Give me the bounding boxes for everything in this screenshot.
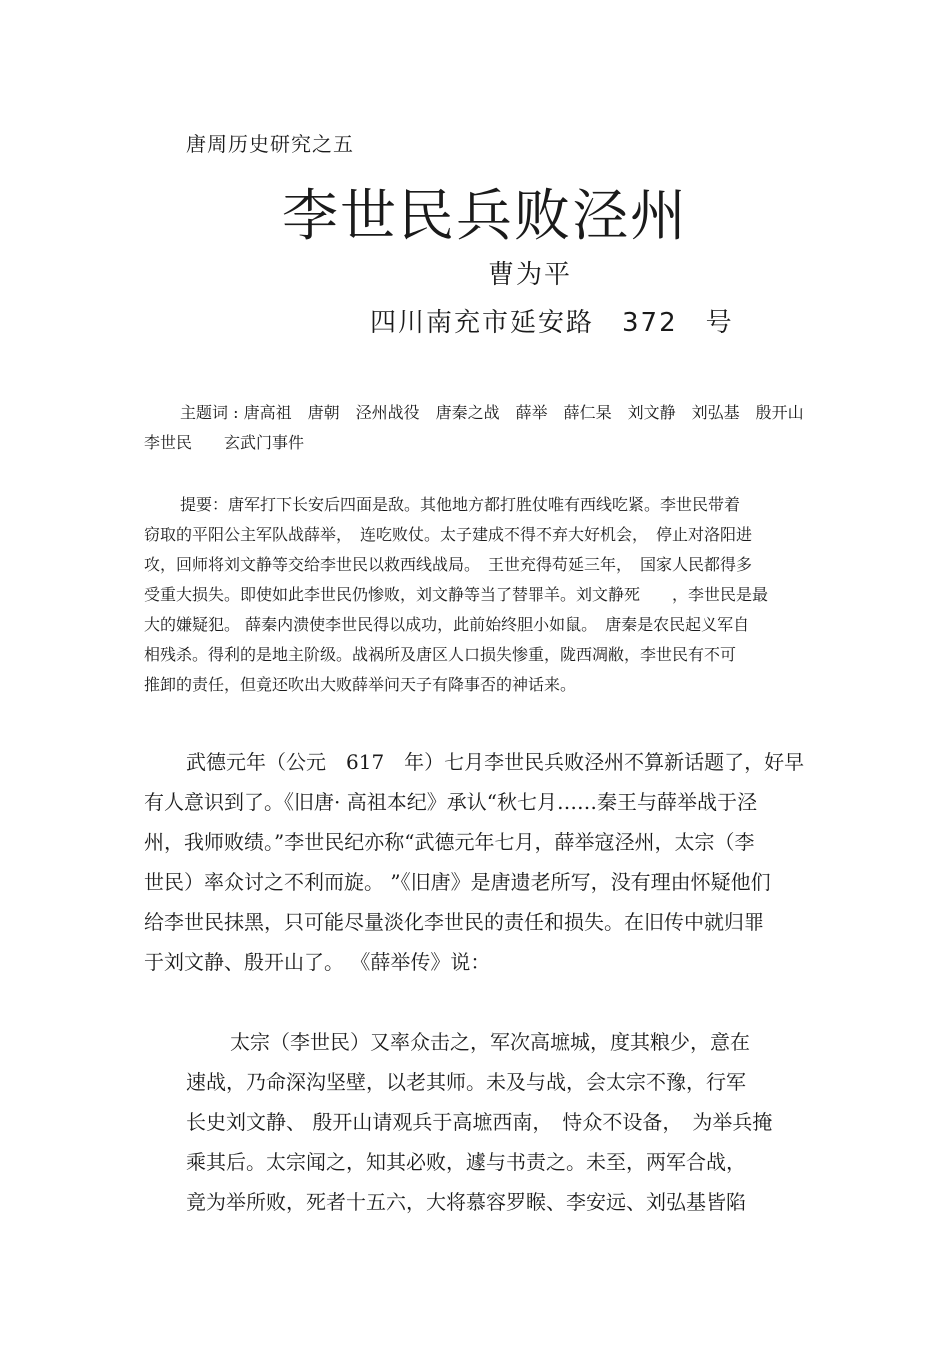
body-paragraph bbox=[144, 742, 834, 982]
abstract-line: 受重大损失。即使如此李世民仍惨败，刘文静等当了替罪羊。刘文静死 ，李世民是最 bbox=[144, 585, 769, 604]
quote-line: 太宗（李世民）又率众击之，军次高墌城，度其粮少，意在 bbox=[230, 1030, 750, 1054]
quote-line: 竟为举所败，死者十五六，大将慕容罗睺、李安远、刘弘基皆陷 bbox=[186, 1190, 746, 1214]
author-name: 曹为平 bbox=[488, 260, 573, 290]
body-line: 有人意识到了。《旧唐· 高祖本纪》承认“秋七月……秦王与薛举战于泾 bbox=[144, 790, 757, 814]
author-address: 四川南充市延安路 372 号 bbox=[370, 308, 734, 338]
quote-line: 速战，乃命深沟坚壁，以老其师。未及与战，会太宗不豫，行军 bbox=[186, 1070, 746, 1094]
keywords-line: 主题词 : 唐高祖 唐朝 泾州战役 唐秦之战 薛举 薛仁杲 刘文静 刘弘基 殷开山 bbox=[180, 403, 804, 422]
abstract-line: 大的嫌疑犯。 薛秦内溃使李世民得以成功，此前始终胆小如鼠。 唐秦是农民起义军自 bbox=[144, 615, 750, 634]
body-line: 于刘文静、殷开山了。 《薛举传》说： bbox=[144, 950, 491, 974]
quote-line: 乘其后。太宗闻之，知其必败，遽与书责之。未至，两军合战， bbox=[186, 1150, 746, 1174]
keywords-line: 李世民 玄武门事件 bbox=[144, 433, 305, 452]
keywords-block bbox=[144, 398, 844, 458]
body-line: 州，我师败绩。”李世民纪亦称“武德元年七月，薛举寇泾州，太宗（李 bbox=[144, 830, 755, 854]
abstract-line: 窃取的平阳公主军队战薛举， 连吃败仗。太子建成不得不弃大好机会， 停止对洛阳进 bbox=[144, 525, 753, 544]
page-title: 李世民兵败泾州 bbox=[282, 184, 688, 249]
abstract-block bbox=[144, 490, 844, 700]
body-line: 给李世民抹黑，只可能尽量淡化李世民的责任和损失。在旧传中就归罪 bbox=[144, 910, 764, 934]
abstract-line: 攻，回师将刘文静等交给李世民以救西线战局。 王世充得苟延三年， 国家人民都得多 bbox=[144, 555, 753, 574]
body-line: 世民）率众讨之不利而旋。 ”《旧唐》是唐遗老所写，没有理由怀疑他们 bbox=[144, 870, 771, 894]
abstract-line: 相残杀。得利的是地主阶级。战祸所及唐区人口损失惨重，陇西凋敝，李世民有不可 bbox=[144, 645, 737, 664]
series-label: 唐周历史研究之五 bbox=[186, 132, 354, 156]
block-quote bbox=[186, 1022, 806, 1222]
quote-line: 长史刘文静、 殷开山请观兵于高墌西南， 恃众不设备， 为举兵掩 bbox=[186, 1110, 773, 1134]
body-line: 武德元年（公元 617 年）七月李世民兵败泾州不算新话题了，好早 bbox=[186, 750, 805, 774]
abstract-line: 推卸的责任，但竟还吹出大败薛举问天子有降事否的神话来。 bbox=[144, 675, 577, 694]
abstract-line: 提要：唐军打下长安后四面是敌。其他地方都打胜仗唯有西线吃紧。李世民带着 bbox=[180, 495, 741, 514]
